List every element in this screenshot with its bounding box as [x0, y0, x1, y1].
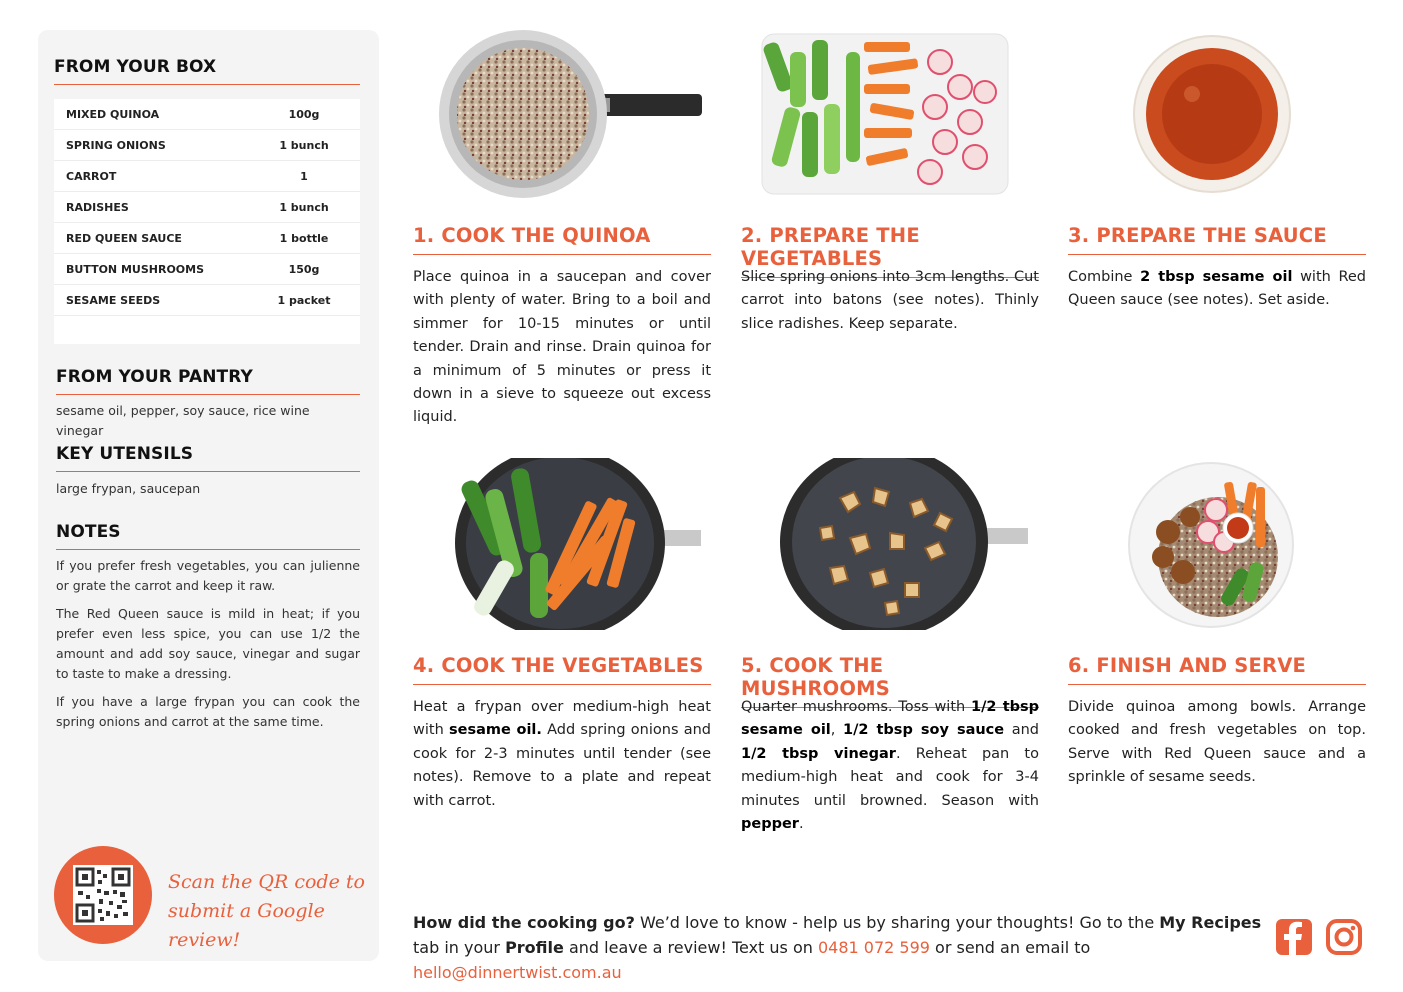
table-row: [54, 223, 360, 254]
step3-image: [1132, 34, 1292, 194]
table-row: [54, 285, 360, 316]
ingredient-name: BUTTON MUSHROOMS: [66, 262, 205, 276]
step4-text: [413, 696, 711, 813]
step3-title: 3. PREPARE THE SAUCE: [1068, 224, 1366, 255]
step5-bold-c: 1/2 tbsp vinegar: [741, 745, 896, 762]
note-item: If you have a large frypan you can cook the spring onions and carrot at the same time.: [56, 694, 360, 729]
pantry-title: FROM YOUR PANTRY: [56, 367, 360, 395]
step5-text-e: .: [798, 816, 804, 833]
step5-text-a: Quarter mushrooms. Toss with: [741, 699, 971, 715]
ingredient-qty: 1: [300, 169, 308, 183]
step4-title: 4. COOK THE VEGETABLES: [413, 654, 711, 685]
footer-phone-link[interactable]: 0481 072 599: [817, 938, 930, 957]
footer-message: [413, 910, 1263, 985]
ingredients-table: [54, 99, 360, 344]
qr-caption-line2: submit a Google review!: [168, 900, 325, 951]
footer-question: How did the cooking go?: [413, 913, 635, 932]
step2-title: 2. PREPARE THE VEGETABLES: [741, 224, 1039, 278]
step1-image: [438, 28, 703, 200]
instagram-icon[interactable]: [1325, 918, 1363, 956]
ingredient-name: RADISHES: [66, 200, 129, 214]
ingredient-qty: 1 bunch: [279, 138, 329, 152]
ingredient-qty: 1 bunch: [279, 200, 329, 214]
ingredient-name: RED QUEEN SAUCE: [66, 231, 182, 245]
step5-title: 5. COOK THE MUSHROOMS: [741, 654, 1039, 708]
qr-code-icon: [73, 865, 133, 925]
step3-bold-a: 2 tbsp sesame oil: [1140, 269, 1293, 285]
ingredient-qty: 100g: [288, 107, 320, 121]
table-row: [54, 161, 360, 192]
step2-image: [760, 32, 1010, 197]
ingredient-qty: 1 bottle: [279, 231, 329, 245]
ingredient-name: MIXED QUINOA: [66, 107, 160, 121]
step6-image: [1128, 462, 1294, 628]
ingredient-qty: 1 packet: [277, 293, 331, 307]
table-row: [54, 192, 360, 223]
step1-title: 1. COOK THE QUINOA: [413, 224, 711, 255]
step6-title: 6. FINISH AND SERVE: [1068, 654, 1366, 685]
footer-email-link[interactable]: hello@dinnertwist.com.au: [413, 963, 622, 982]
step1-text: Place quinoa in a saucepan and cover with plenty of water. Bring to a boil and simmer for 10-15 minutes or until tender. Drain and rinse. Drain quinoa for a minimum of 5 minutes or press it down in a sieve to squeeze out excess liquid.: [413, 269, 711, 426]
facebook-icon[interactable]: [1275, 918, 1313, 956]
qr-badge[interactable]: [54, 846, 152, 944]
ingredient-name: SPRING ONIONS: [66, 138, 166, 152]
step5-image: [780, 458, 1030, 630]
footer-text-2: tab in your: [413, 938, 506, 957]
step3-text-a: Combine: [1068, 269, 1141, 285]
note-item: The Red Queen sauce is mild in heat; if you prefer even less spice, you can use 1/2 the amount and add soy sauce, vinegar and sugar to taste to make a dressing.: [56, 606, 360, 681]
sidebar: [38, 30, 379, 961]
step4-image: [455, 458, 703, 630]
utensils-title: KEY UTENSILS: [56, 444, 360, 472]
step4-bold-a: sesame oil.: [449, 722, 542, 739]
step5-text-b: ,: [830, 722, 843, 739]
table-row: [54, 99, 360, 130]
step6-text: Divide quinoa among bowls. Arrange cooked and fresh vegetables on top. Serve with Red Queen sauce and a sprinkle of sesame seeds.: [1068, 699, 1366, 786]
notes-title: NOTES: [56, 522, 360, 550]
footer-my-recipes: My Recipes: [1159, 913, 1262, 932]
pantry-text: sesame oil, pepper, soy sauce, rice wine vinegar: [56, 403, 310, 438]
footer-profile: Profile: [505, 938, 564, 957]
ingredient-name: SESAME SEEDS: [66, 293, 161, 307]
step2-text: Slice spring onions into 3cm lengths. Cut carrot into batons (see notes). Thinly slice radishes. Keep separate.: [741, 269, 1039, 332]
qr-caption: [168, 868, 368, 955]
step5-text-d: . Reheat pan to medium-high heat and cook for 3-4 minutes until browned. Season with: [741, 745, 1039, 809]
notes-list: [56, 556, 360, 740]
box-title: FROM YOUR BOX: [54, 57, 360, 85]
note-item: If you prefer fresh vegetables, you can julienne or grate the carrot and keep it raw.: [56, 558, 360, 593]
step5-bold-b: 1/2 tbsp soy sauce: [842, 722, 1005, 739]
qr-caption-line1: Scan the QR code to: [168, 871, 365, 893]
step4-text-b: Add spring onions and cook for 2-3 minutes until tender (see notes). Remove to a plate and repeat with carrot.: [413, 722, 712, 809]
step5-bold-a: 1/2 tbsp sesame oil: [741, 699, 1040, 739]
ingredient-qty: 150g: [288, 262, 320, 276]
step5-text-c: and: [1004, 722, 1040, 739]
ingredient-name: CARROT: [66, 169, 117, 183]
step4-text-a: Heat a frypan over medium-high heat with: [413, 699, 711, 739]
footer-text-3: and leave a review! Text us on: [563, 938, 818, 957]
table-row: [54, 254, 360, 285]
step5-text: [741, 696, 1039, 836]
step3-text: [1068, 266, 1366, 313]
footer-text-1: We’d love to know - help us by sharing your thoughts! Go to the: [634, 913, 1160, 932]
step5-bold-d: pepper: [741, 816, 799, 833]
footer-text-4: or send an email to: [929, 938, 1091, 957]
utensils-text: large frypan, saucepan: [56, 481, 201, 496]
step3-text-b: with Red Queen sauce (see notes). Set aside.: [1068, 269, 1367, 309]
table-row: [54, 130, 360, 161]
